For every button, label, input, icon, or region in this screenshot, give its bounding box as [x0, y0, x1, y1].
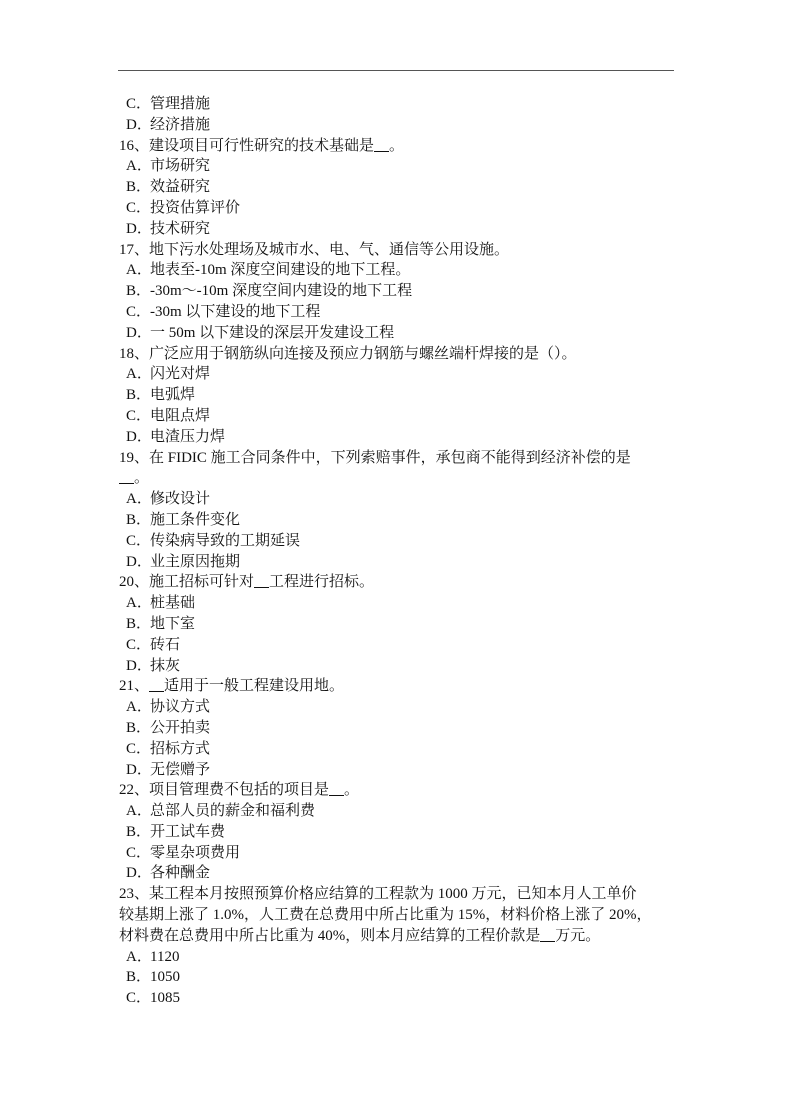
question-20-option-c: C．砖石: [126, 636, 181, 653]
answer-blank: [329, 781, 344, 796]
header-rule: [118, 70, 674, 71]
question-22-option-a: A．总部人员的薪金和福利费: [126, 803, 316, 820]
question-16-option-a: A．市场研究: [126, 158, 211, 175]
question-16-option-b: B．效益研究: [126, 179, 211, 196]
question-22-stem: 22、项目管理费不包括的项目是 。: [119, 782, 360, 799]
question-23-option-b: B．1050: [126, 969, 180, 986]
answer-blank: [374, 137, 389, 152]
question-20-option-a: A．桩基础: [126, 595, 196, 612]
question-18-option-b: B．电弧焊: [126, 387, 196, 404]
question-23-option-c: C．1085: [126, 990, 180, 1007]
question-23-option-a: A．1120: [126, 948, 180, 965]
question-18-option-c: C．电阻点焊: [126, 407, 211, 424]
question-17-option-b: B．-30m～-10m 深度空间内建设的地下工程: [126, 283, 413, 300]
question-16-stem: 16、建设项目可行性研究的技术基础是 。: [119, 137, 405, 154]
answer-blank: [540, 927, 555, 942]
answer-blank: [119, 469, 134, 484]
question-20-option-b: B．地下室: [126, 615, 196, 632]
question-20-stem: 20、施工招标可针对 工程进行招标。: [119, 574, 375, 591]
question-21-option-a: A．协议方式: [126, 699, 211, 716]
question-20-option-d: D．抹灰: [126, 657, 181, 674]
question-22-option-b: B．开工试车费: [126, 823, 226, 840]
question-19-option-b: B．施工条件变化: [126, 511, 241, 528]
question-21-option-b: B．公开拍卖: [126, 719, 211, 736]
question-17-option-c: C．-30m 以下建设的地下工程: [126, 303, 321, 320]
question-21-option-d: D．无偿赠予: [126, 761, 211, 778]
question-21-option-c: C．招标方式: [126, 740, 211, 757]
question-19-stem: 19、在 FIDIC 施工合同条件中，下列索赔事件，承包商不能得到经济补偿的是: [119, 449, 631, 466]
answer-blank: [254, 573, 269, 588]
question-21-stem: 21、 适用于一般工程建设用地。: [119, 678, 345, 695]
question-19-option-a: A．修改设计: [126, 491, 211, 508]
question-18-option-d: D．电渣压力焊: [126, 428, 226, 445]
question-16-option-c: C．投资估算评价: [126, 199, 241, 216]
question-23-stem: 23、某工程本月按照预算价格应结算的工程款为 1000 万元，已知本月人工单价: [119, 886, 637, 903]
answer-blank: [149, 677, 164, 692]
question-18-stem: 18、广泛应用于钢筋纵向连接及预应力钢筋与螺丝端杆焊接的是（）。: [119, 345, 577, 362]
question-23-stem-line-2: 较基期上涨了 1.0%，人工费在总费用中所占比重为 15%，材料价格上涨了 20%，: [119, 907, 652, 924]
question-17-option-a: A．地表至-10m 深度空间建设的地下工程。: [126, 262, 411, 279]
question-17-option-d: D．一 50m 以下建设的深层开发建设工程: [126, 324, 395, 341]
question-16-option-d: D．技术研究: [126, 220, 211, 237]
question-19-stem-continuation: 。: [119, 468, 679, 489]
question-19-option-d: D．业主原因拖期: [126, 553, 241, 570]
option-c: C．管理措施: [126, 96, 211, 112]
option-d: D．经济措施: [126, 116, 211, 133]
question-22-option-d: D．各种酬金: [126, 865, 211, 882]
question-19-option-c: C．传染病导致的工期延误: [126, 532, 301, 549]
document-body: [119, 94, 679, 1009]
question-17-stem: 17、地下污水处理场及城市水、电、气、通信等公用设施。: [119, 241, 510, 258]
question-22-option-c: C．零星杂项费用: [126, 844, 241, 861]
question-18-option-a: A．闪光对焊: [126, 366, 211, 383]
question-23-stem-line-3: 材料费在总费用中所占比重为 40%，则本月应结算的工程价款是 万元。: [119, 927, 601, 944]
